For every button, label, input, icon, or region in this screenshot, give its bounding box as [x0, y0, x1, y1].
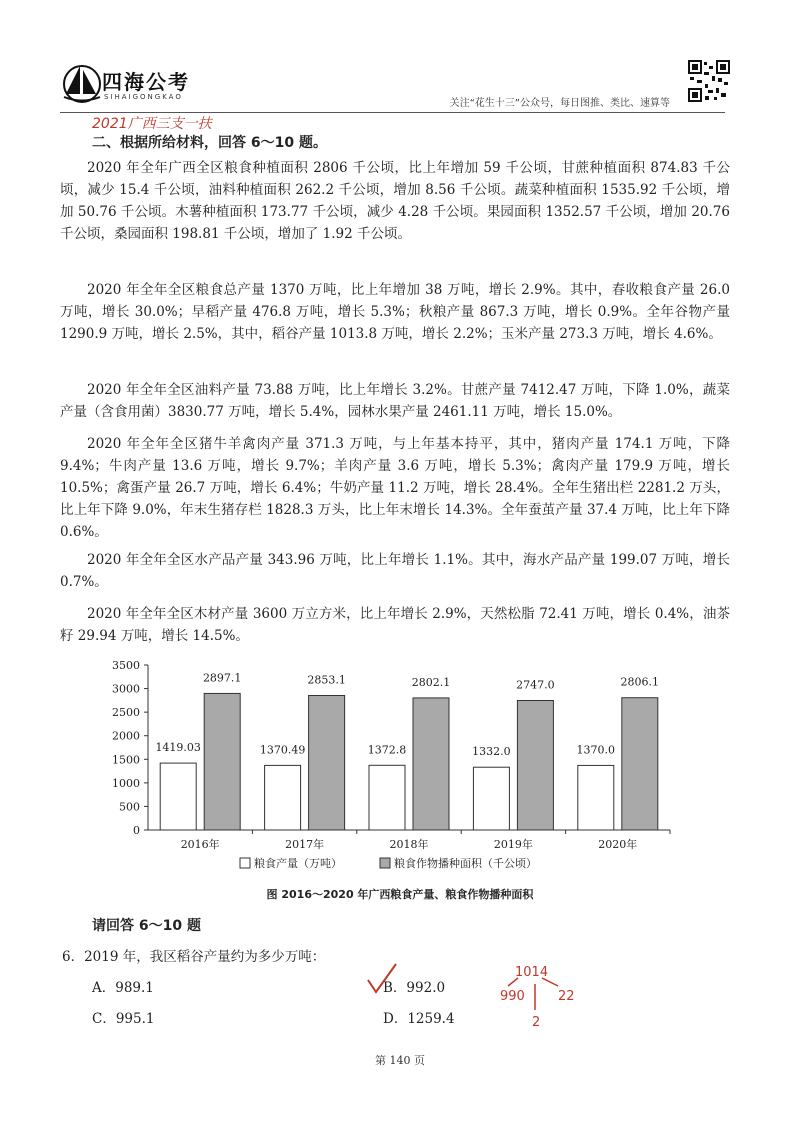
x-tick-label: 2019年 [493, 838, 533, 851]
page-header [60, 60, 740, 110]
brand-subtitle: SIHAIGONGKAO [104, 93, 183, 101]
bar-planting-area [517, 700, 553, 830]
option-b[interactable]: B．992.0 [383, 980, 446, 996]
y-tick-label: 1500 [112, 753, 140, 767]
legend-label: 粮食产量（万吨） [254, 857, 342, 870]
x-tick-label: 2017年 [285, 838, 325, 851]
data-label: 1419.03 [155, 741, 201, 755]
chart-title: 图 2016～2020 年广西粮食产量、粮食作物播种面积 [266, 888, 534, 901]
legend-swatch [380, 858, 390, 868]
paragraph-meat-output: 2020 年全年全区猪牛羊禽肉产量 371.3 万吨，与上年基本持平，其中，猪肉产量 174.1 万吨，下降 9.4%；牛肉产量 13.6 万吨，增长 9.7%；羊肉产量 3.6 万吨，增长 5.3%；禽肉产量 179.9 万吨，增长 10.5%；禽蛋产量 26.7 万吨，增长 6.4%；牛奶产量 11.2 万吨，增长 28.4%。全年生猪出栏 2281.2 万头，比上年下降 9.0%，年末生猪存栏 1828.3 万头，比上年末增长 14.3%。全年蚕茧产量 37.4 万吨，比上年下降 0.6%。 [60, 436, 730, 540]
paragraph-grain-output: 2020 年全年全区粮食总产量 1370 万吨，比上年增加 38 万吨，增长 2.9%。其中，春收粮食产量 26.0 万吨，增长 30.0%；早稻产量 476.8 万吨，增长 5.3%；秋粮产量 867.3 万吨，增长 0.9%。全年谷物产量 1290.9 万吨，增长 2.5%，其中，稻谷产量 1013.8 万吨，增长 2.2%；玉米产量 273.3 万吨，增长 4.6%。 [60, 282, 730, 342]
question-6-stem: 6．2019 年，我区稻谷产量约为多少万吨： [62, 949, 326, 965]
bar-planting-area [622, 698, 658, 830]
data-label: 2747.0 [516, 678, 555, 692]
x-tick-label: 2018年 [389, 838, 429, 851]
option-d[interactable]: D．1259.4 [383, 1011, 455, 1027]
calc-1014: 1014 [515, 965, 549, 980]
option-c[interactable]: C．995.1 [92, 1011, 155, 1027]
paragraph-planting-area: 2020 年全年广西全区粮食种植面积 2806 千公顷，比上年增加 59 千公顷，甘蔗种植面积 874.83 千公顷，减少 15.4 千公顷，油料种植面积 262.2 千公顷，增加 8.56 千公顷。蔬菜种植面积 1535.92 千公顷，增加 50.76 千公顷。木薯种植面积 173.77 千公顷，减少 4.28 千公顷。果园面积 1352.57 千公顷，增加 20.76 千公顷，桑园面积 198.81 千公顷，增加了 1.92 千公顷。 [60, 160, 730, 242]
data-label: 2802.1 [411, 675, 451, 689]
sailboat-logo-icon [60, 60, 104, 104]
grain-bar-chart [90, 655, 690, 880]
data-label: 1332.0 [472, 745, 511, 759]
paragraph-timber: 2020 年全年全区木材产量 3600 万立方米，比上年增长 2.9%，天然松脂 72.41 万吨，增长 0.4%，油茶籽 29.94 万吨，增长 14.5%。 [60, 606, 730, 644]
qr-code-icon [688, 60, 730, 102]
bar-planting-area [204, 693, 240, 830]
calc-2: 2 [532, 1015, 541, 1030]
legend-label: 粮食作物播种面积（千公顷） [394, 857, 537, 870]
bar-planting-area [413, 698, 449, 830]
questions-heading: 请回答 6～10 题 [92, 918, 201, 934]
y-tick-label: 3000 [112, 682, 140, 696]
handwritten-marks [360, 958, 620, 1038]
page-number: 第 140 页 [375, 1054, 425, 1067]
option-a[interactable]: A．989.1 [92, 980, 154, 996]
y-tick-label: 2500 [112, 706, 140, 720]
y-tick-label: 500 [119, 800, 140, 814]
y-tick-label: 3500 [112, 659, 140, 672]
x-tick-label: 2016年 [180, 838, 220, 851]
bar-grain-output [265, 765, 301, 830]
bar-planting-area [309, 695, 345, 830]
data-label: 1370.49 [259, 743, 306, 757]
bar-grain-output [473, 767, 509, 830]
bar-grain-output [160, 763, 196, 830]
data-label: 2853.1 [307, 673, 346, 687]
header-note: 关注“花生十三”公众号，每日图推、类比、速算等 [449, 98, 670, 109]
paragraph-aquatic-products: 2020 年全年全区水产品产量 343.96 万吨，比上年增长 1.1%。其中，海水产品产量 199.07 万吨，增长 0.7%。 [60, 552, 730, 590]
data-label: 1370.0 [576, 743, 616, 757]
section-title: 二、根据所给材料，回答 6～10 题。 [92, 135, 327, 151]
data-label: 2806.1 [620, 675, 660, 689]
bar-grain-output [578, 765, 614, 830]
y-tick-label: 1000 [112, 776, 140, 790]
paragraph-oil-crops: 2020 年全年全区油料产量 73.88 万吨，比上年增长 3.2%。甘蔗产量 7412.47 万吨，下降 1.0%，蔬菜产量（含食用菌）3830.77 万吨，增长 5.4%，园林水果产量 2461.11 万吨，增长 15.0%。 [60, 382, 730, 420]
bar-grain-output [369, 765, 405, 830]
y-tick-label: 2000 [112, 729, 140, 743]
y-tick-label: 0 [133, 824, 140, 837]
calc-22: 22 [558, 989, 575, 1004]
checkmark-icon [368, 964, 396, 992]
calc-990: 990 [500, 989, 525, 1004]
legend-swatch [240, 858, 250, 868]
x-tick-label: 2020年 [598, 838, 638, 851]
data-label: 1372.8 [367, 743, 407, 757]
handwritten-source-note: 2021广西三支一扶 [92, 116, 212, 132]
brand-name: 四海公考 [102, 70, 190, 94]
data-label: 2897.1 [202, 671, 242, 685]
